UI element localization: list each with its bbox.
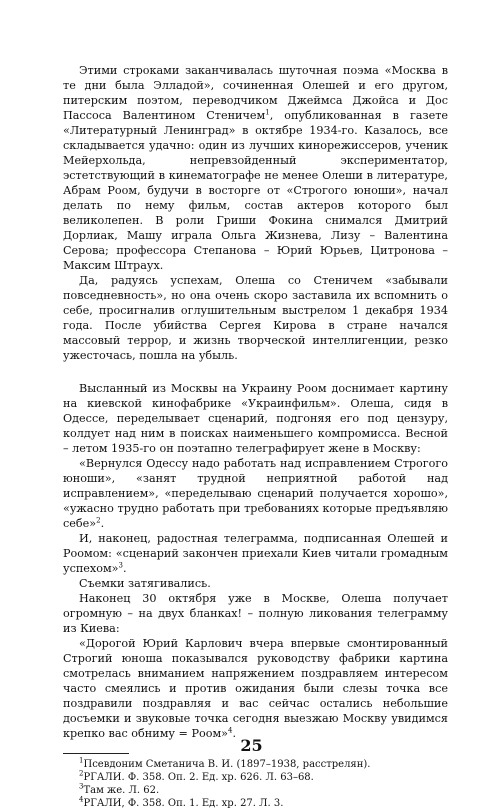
footnote-number: 1 [79,756,84,765]
paragraph-text: «Дорогой Юрий Карлович вчера впервые смонтированный Строгий юноша показывался руководству фабрики картина смотрелась вниманием напряжением поздравляем интересом часто смеялись и против ожидания были слезы точка все поздравили поздравляя и вас сейчас остались небольшие досъемки и звуковые точка сегодня выезжаю Москву увидимся крепко вас обниму = Роом» [63,637,448,740]
telegram-quote: «Дорогой Юрий Карлович вчера впервые смонтированный Строгий юноша показывался руководству фабрики картина смотрелась вниманием напряжением поздравляем интересом часто смеялись и против ожидания были слезы точка все поздравили поздравляя и вас сейчас остались небольшие досъемки и звуковые точка сегодня выезжаю Москву увидимся крепко вас обниму = Роом»$^4$. [63,637,448,740]
paragraph: Высланный из Москвы на Украину Роом доснимает картину на киевской кинофабрике «Украинфильм». Олеша, сидя в Одессе, переделывает сценарий, подгоняя его под цензуру, колдует над ним в поисках наименьшего компромисса. Весной – летом 1935-го он поэтапно телеграфирует жене в Москву: [63,382,448,455]
page-number: 25 [240,736,263,755]
footnote-mark: 2 [96,516,101,525]
paragraph: И, наконец, радостная телеграмма, подписанная Олешей и Роомом: «сценарий закончен приехали Киев читали громадным успехом»$^3$. [63,532,448,575]
footnote-text: РГАЛИ, Ф. 358. Оп. 1. Ед. хр. 27. Л. 3. [83,798,284,809]
paragraph [63,63,448,273]
section-gap [63,363,448,381]
paragraph: Наконец 30 октября уже в Москве, Олеша получает огромную – на двух бланках! – полную ликования телеграмму из Киева: [63,592,448,635]
footnote-mark: 1 [265,108,270,117]
paragraph: Съемки затягивались. [79,577,211,590]
footnote-text: РГАЛИ. Ф. 358. Оп. 2. Ед. хр. 626. Л. 63–68. [83,772,314,783]
footnote [63,784,448,797]
paragraph-text: Этими строками заканчивалась шуточная поэма «Москва в те дни была Элладой», сочиненная Олешей и его другом, питерским поэтом, переводчиком Джеймса Джойса и Дос Пассоса Валентином Стеничем [63,64,448,122]
footnote [63,771,448,784]
paragraph-text: , опубликованная в газете «Литературный Ленинград» в октябре 1934-го. Казалось, все складывается удачно: один из лучших кинорежиссеров, ученик Мейерхольда, непревзойденный экспериментатор, эстетствующий в кинематографе не менее Олеши в литературе, Абрам Роом, будучи в восторге от «Строгого юноши», начал делать по нему фильм, состав актеров которого был великолепен. В роли Гриши Фокина снимался Дмитрий Дорлиак, Машу играла Ольга Жизнева, Лизу – Валентина Серова; профессора Степанова – Юрий Юрьев, Цитронова – Максим Штраух. [63,109,449,272]
footnote-text: Псевдоним Сметанича В. И. (1897–1938, расстрелян). [83,759,371,770]
paragraph-text: «Вернулся Одессу надо работать над исправлением Строгого юноши», «занят трудной неприятной работой над исправлением», «переделываю сценарий получается хорошо», «ужасно трудно работать при требованиях которые предъявляю себе» [63,457,448,530]
footnote [63,797,448,810]
footnote-number: 4 [79,795,84,804]
footnote-text: Там же. Л. 62. [83,785,160,796]
paragraph: Да, радуясь успехам, Олеша со Стеничем «забывали повседневность», но она очень скоро заставила их вспомнить о себе, просигналив оглушительным выстрелом 1 декабря 1934 года. После убийства Сергея Кирова в стране начался массовый террор, и жизнь творческой интеллигенции, резко ужесточась, пошла на убыль. [63,274,448,362]
page-body [63,63,448,810]
paragraph-text: И, наконец, радостная телеграмма, подписанная Олешей и Роомом: «сценарий закончен приехали Киев читали громадным успехом» [63,532,448,575]
telegram-quote: «Вернулся Одессу надо работать над исправлением Строгого юноши», «занят трудной неприятной работой над исправлением», «переделываю сценарий получается хорошо», «ужасно трудно работать при требованиях которые предъявляю себе»$^2$. [63,457,448,530]
footnote-mark: 4 [228,726,233,735]
footnote [63,758,448,771]
footnote-mark: 3 [118,561,123,570]
footnote-number: 3 [79,782,84,791]
footnote-number: 2 [79,769,84,778]
